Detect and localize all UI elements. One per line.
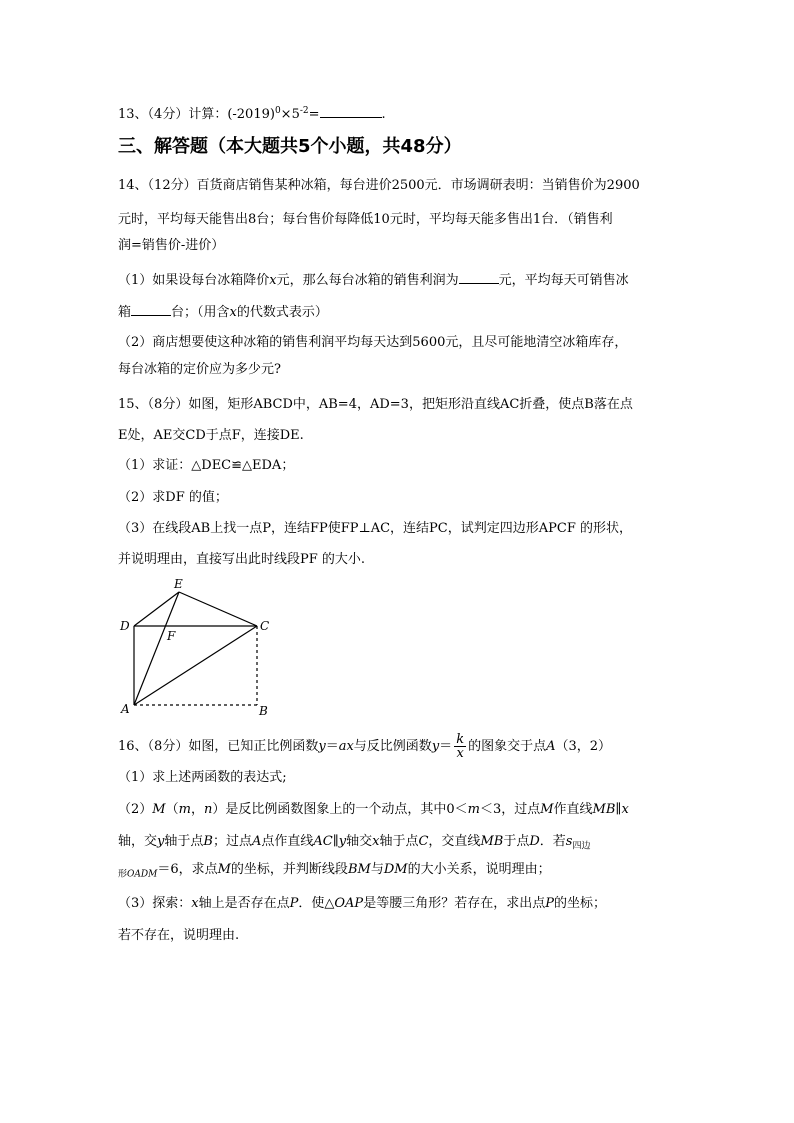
q14-units-blank[interactable] [131, 302, 171, 316]
q15-part-3-line-2: 并说明理由，直接写出此时线段PF 的大小. [118, 552, 366, 567]
label-c: C [260, 619, 270, 633]
q14-line-2: 元时，平均每天能售出8台；每台售价每降低10元时，平均每天能多售出1台．（销售利 [118, 212, 613, 227]
q15-part-3-line-1: （3）在线段AB上找一点P，连结FP使FP⊥AC，连结PC，试判定四边形APCF 的形状， [118, 521, 632, 536]
q15-part-2: （2）求DF 的值； [118, 490, 228, 505]
q16-part-2-line-2: 轴，交y轴于点B；过点A点作直线AC∥y轴交x轴于点C，交直线MB于点D．若$s_{四边}$ [118, 834, 591, 852]
q14-line-1: 14、（12分）百货商店销售某种冰箱，每台进价2500元．市场调研表明：当销售价为2900 [118, 178, 640, 193]
q15-line-1: 15、（8分）如图，矩形ABCD中，AB=4，AD=3，把矩形沿直线AC折叠，使点B落在点 [118, 397, 633, 412]
q13-eq: = [308, 107, 320, 122]
q14-part-2-line-2: 每台冰箱的定价应为多少元? [118, 362, 281, 377]
q16-part-1: （1）求上述两函数的表达式; [118, 770, 287, 785]
q13-answer-blank[interactable] [320, 104, 382, 118]
q13-end: . [381, 107, 386, 122]
section-3-title: 三、解答题（本大题共5个小题，共48分） [118, 136, 462, 157]
q16-part-2-line-3: $_{形OADM}$＝6，求点M的坐标，并判断线段BM与DM的大小关系，说明理由； [118, 862, 551, 880]
q14-line-3: 润=销售价-进价） [118, 238, 225, 253]
k-over-x-fraction: $\frac{k}{x}$ [456, 732, 465, 761]
rectangle-fold-figure [112, 575, 282, 720]
q13-prefix: 13、（4分）计算：(-2019) [118, 107, 275, 122]
q13-line [118, 104, 386, 124]
q14-part-1-line-1: （1）如果设每台冰箱降价x元，那么每台冰箱的销售利润为 元，平均每天可销售冰 [118, 270, 629, 290]
label-d: D [120, 619, 130, 633]
q15-line-2: E处，AE交CD于点F，连接DE. [118, 428, 304, 443]
q16-part-2-line-1: （2）M（m，n）是反比例函数图象上的一个动点，其中0＜m＜3，过点M作直线MB∥x [118, 802, 629, 817]
q14-profit-blank[interactable] [459, 270, 499, 284]
q13-expm2: -2 [299, 106, 309, 116]
label-b: B [259, 704, 268, 718]
segment-ac [134, 626, 257, 705]
q13-exp0: 0 [274, 106, 281, 116]
label-a: A [121, 702, 130, 716]
q16-part-3-line-2: 若不存在，说明理由. [118, 928, 240, 943]
label-e: E [174, 577, 183, 591]
segment-ec [179, 592, 257, 626]
q13-times5: ×5 [280, 107, 300, 122]
q16-part-3-line-1: （3）探索：x轴上是否存在点P．使△OAP是等腰三角形？若存在，求出点P的坐标； [118, 896, 606, 911]
q15-part-1: （1）求证：△DEC≌△EDA； [118, 458, 295, 473]
q14-part-1-line-2: 箱 台；（用含x的代数式表示） [118, 302, 328, 322]
q14-part-2-line-1: （2）商店想要使这种冰箱的销售利润平均每天达到5600元，且尽可能地清空冰箱库存， [118, 335, 628, 350]
label-f: F [167, 629, 176, 643]
q16-line-1: 16、（8分）如图，已知正比例函数y＝ax与反比例函数y＝ $\frac{k}{x}$ 的图象交于点A（3，2） [118, 732, 612, 761]
